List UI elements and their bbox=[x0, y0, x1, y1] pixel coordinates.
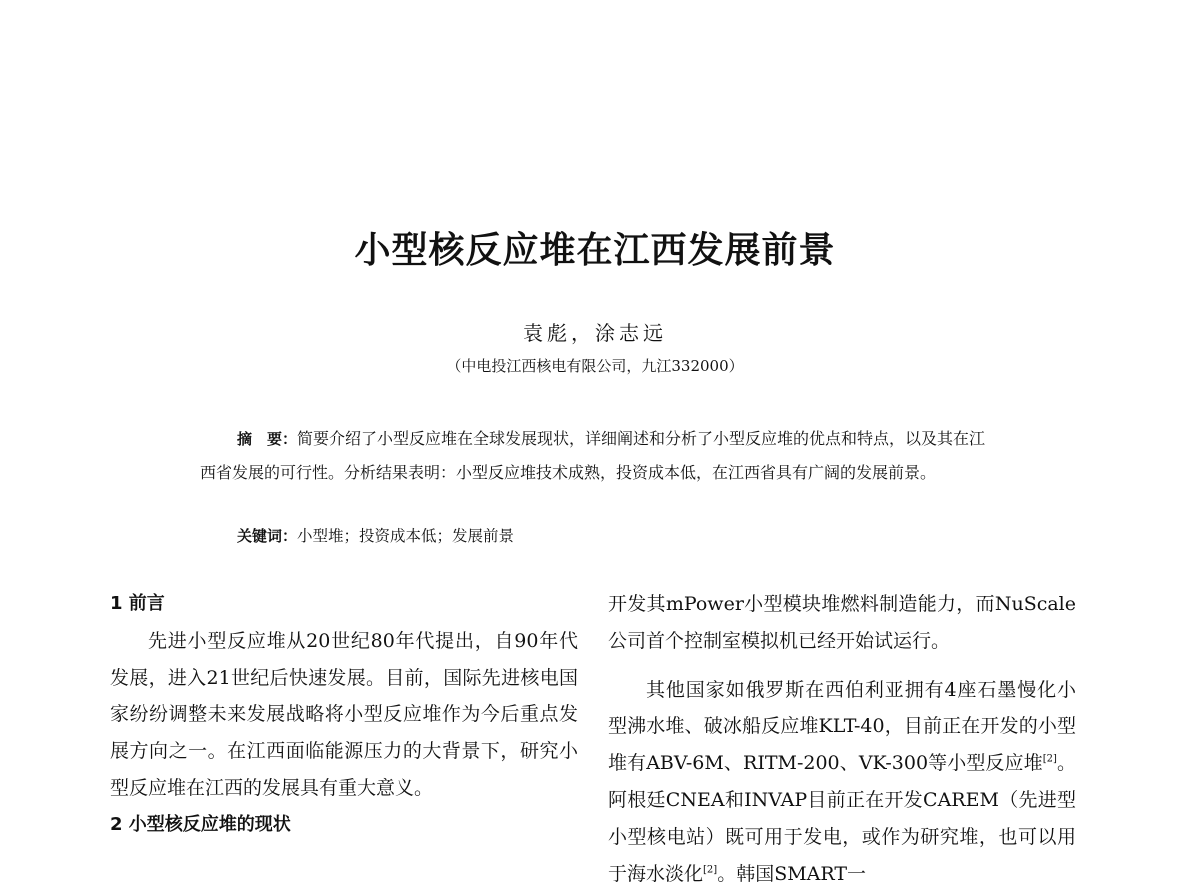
section-1-heading: 1 前言 bbox=[110, 593, 165, 614]
para2-part-a: 其他国家如俄罗斯在西伯利亚拥有4座石墨慢化小型沸水堆、破冰船反应堆KLT-40，目前正在开发的小型堆有ABV-6M、RITM-200、VK-300等小型反应堆 bbox=[608, 678, 1076, 775]
abstract bbox=[200, 422, 1000, 489]
section-1-paragraph: 先进小型反应堆从20世纪80年代提出，自90年代发展，进入21世纪后快速发展。目前，国际先进核电国家纷纷调整未来发展战略将小型反应堆作为今后重点发展方向之一。在江西面临能源压力的大背景下，研究小型反应堆在江西的发展具有重大意义。 bbox=[110, 629, 578, 799]
left-column bbox=[110, 586, 578, 844]
affiliation: （中电投江西核电有限公司，九江332000） bbox=[446, 357, 744, 375]
right-paragraph-2 bbox=[608, 672, 1076, 892]
para2-part-c: 。韩国SMART一 bbox=[717, 862, 867, 885]
authors: 袁彪，涂志远 bbox=[523, 321, 667, 345]
citation-ref: [2] bbox=[1042, 753, 1057, 765]
paper-title: 小型核反应堆在江西发展前景 bbox=[354, 230, 836, 271]
right-column bbox=[608, 586, 1076, 892]
abstract-label: 摘 要： bbox=[237, 430, 298, 448]
right-paragraph-1: 开发其mPower小型模块堆燃料制造能力，而NuScale公司首个控制室模拟机已经开始试运行。 bbox=[608, 593, 1076, 652]
abstract-text: 简要介绍了小型反应堆在全球发展现状，详细阐述和分析了小型反应堆的优点和特点，以及其在江西省发展的可行性。分析结果表明：小型反应堆技术成熟，投资成本低，在江西省具有广阔的发展前景。 bbox=[200, 429, 986, 482]
keywords-text: 小型堆；投资成本低；发展前景 bbox=[297, 527, 515, 545]
citation-ref: [2] bbox=[703, 864, 718, 876]
para2-part-b: 。阿根廷CNEA和INVAP目前正在开发CAREM（先进型小型核电站）既可用于发电，或作为研究堆，也可以用于海水淡化 bbox=[608, 752, 1076, 885]
keywords-label: 关键词： bbox=[237, 527, 298, 545]
keywords bbox=[237, 522, 1017, 550]
section-2-heading: 2 小型核反应堆的现状 bbox=[110, 813, 291, 835]
